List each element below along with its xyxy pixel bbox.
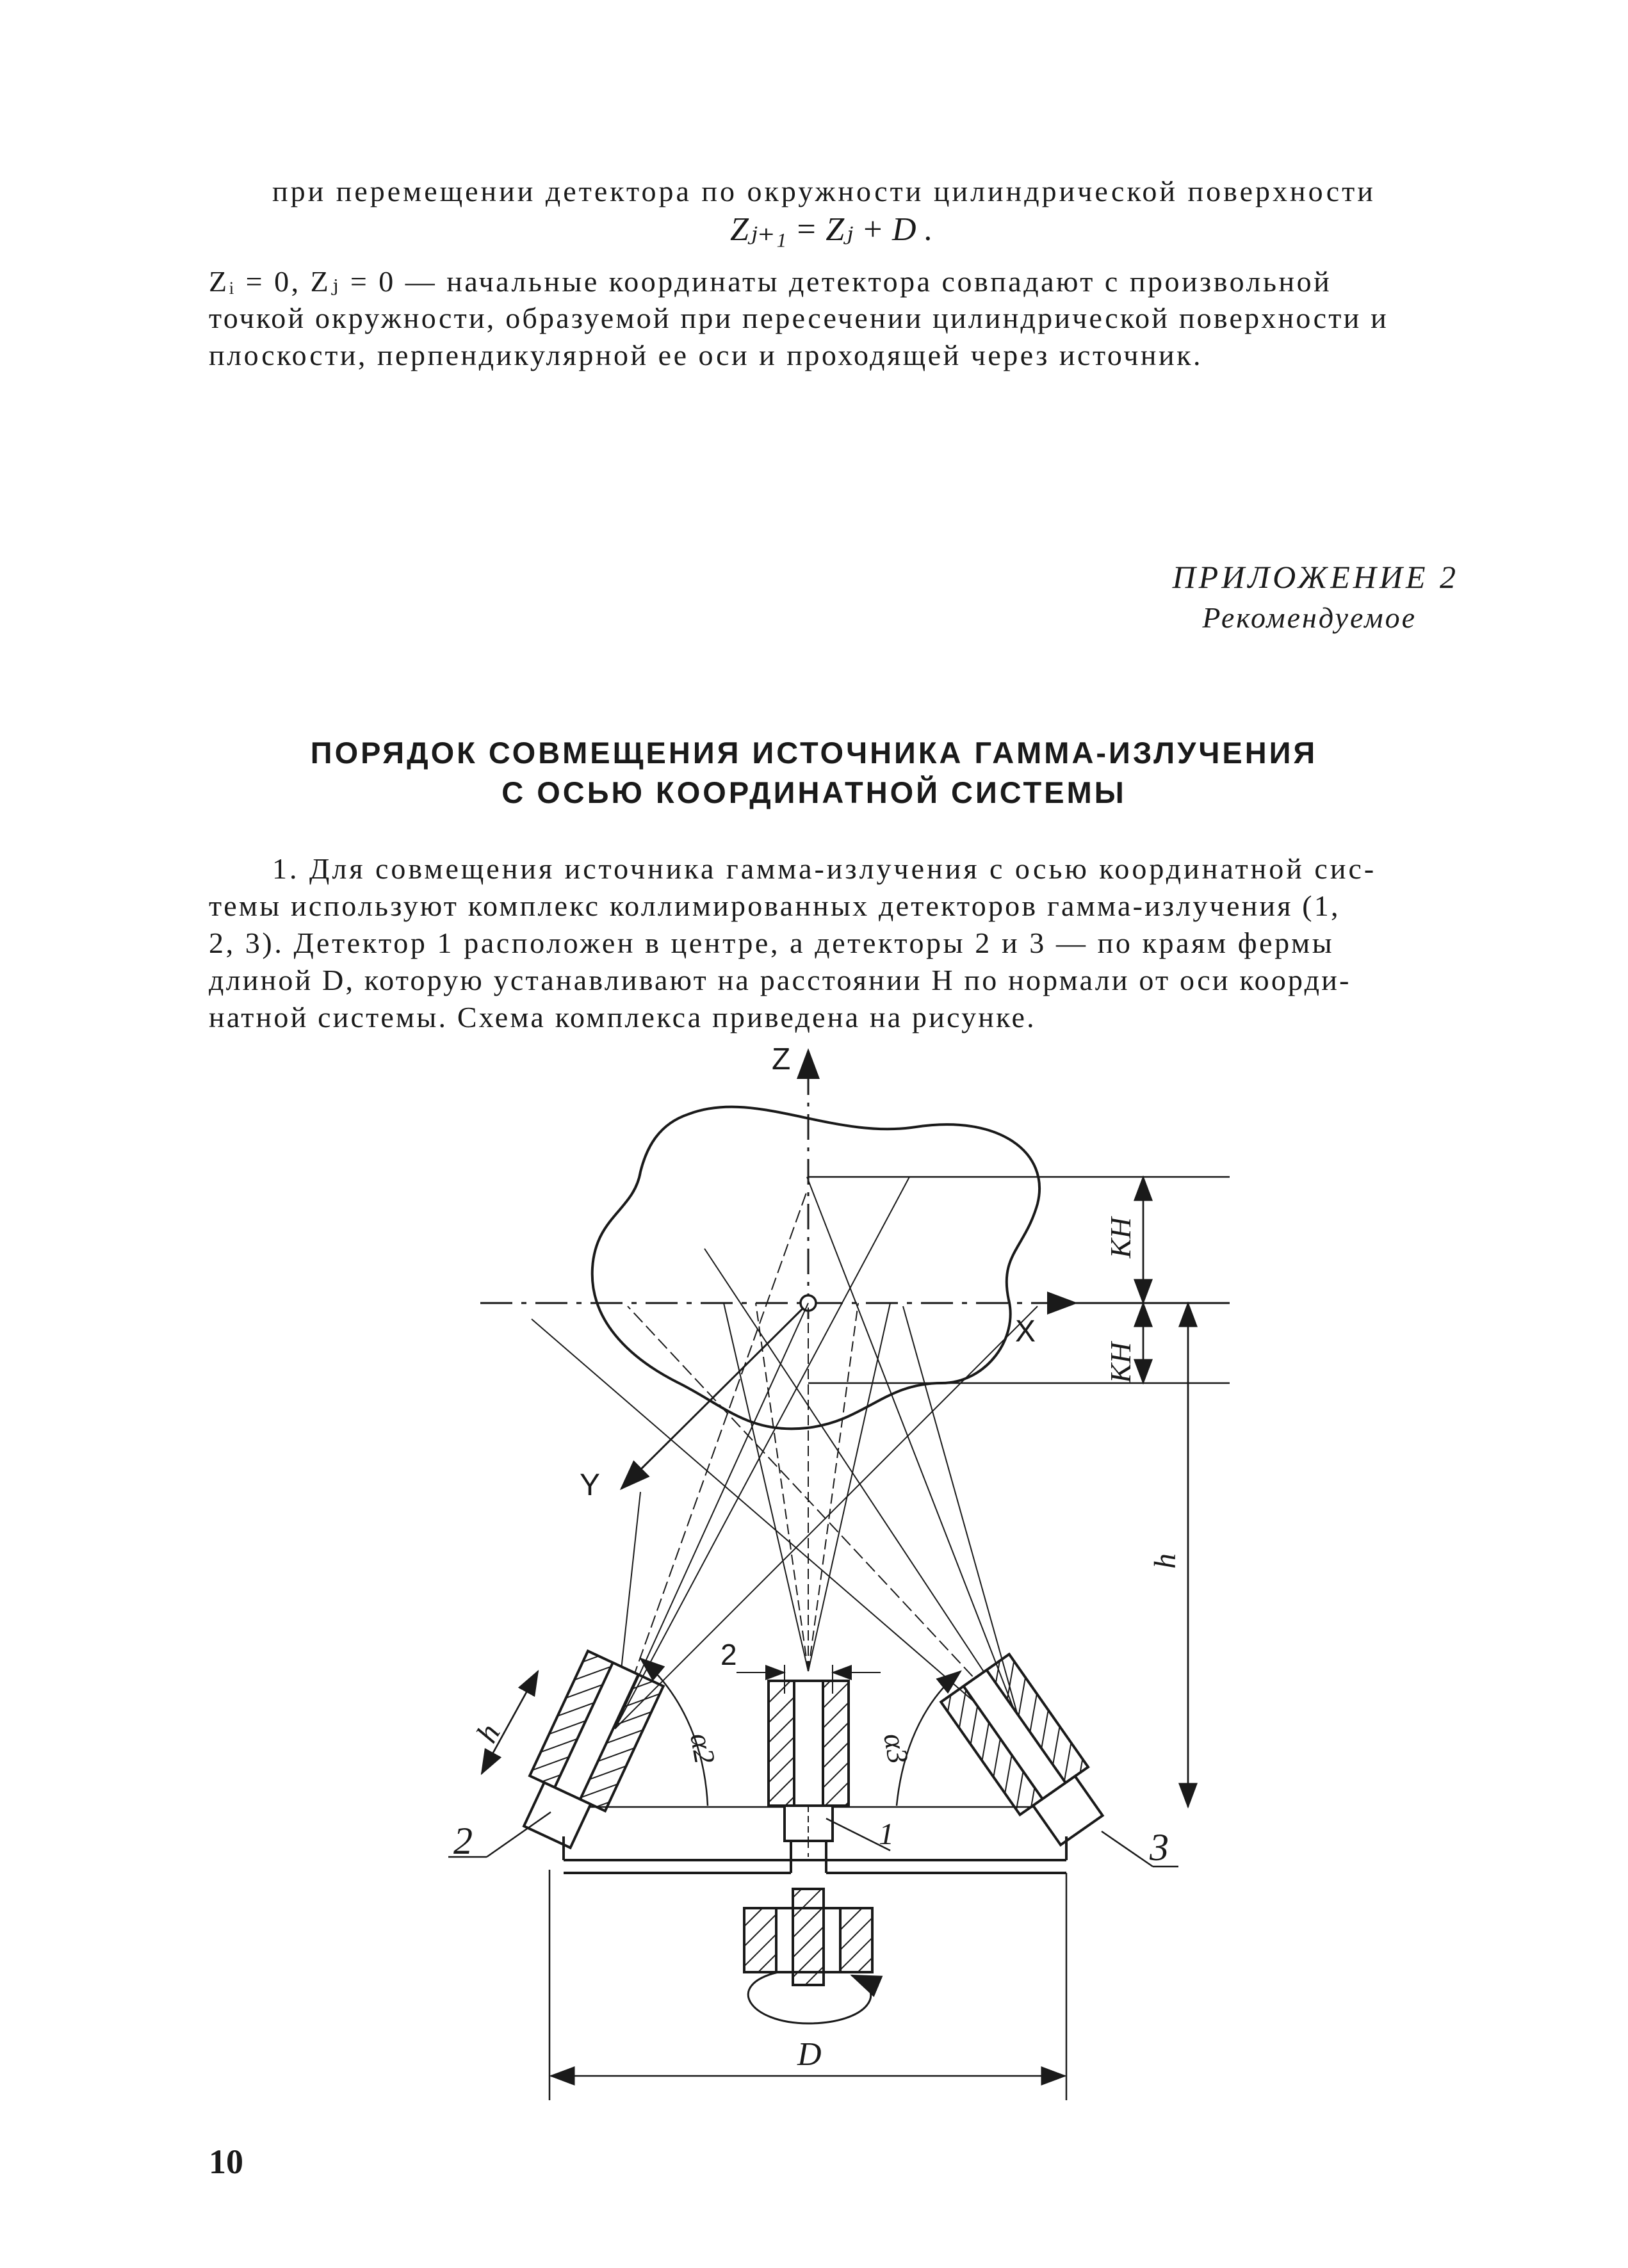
label-h-right: h bbox=[1148, 1553, 1182, 1569]
paragraph-line-3: 2, 3). Детектор 1 расположен в центре, а детекторы 2 и 3 — по краям фермы bbox=[209, 927, 1335, 959]
section-heading-line-2: С ОСЬЮ КООРДИНАТНОЙ СИСТЕМЫ bbox=[501, 775, 1127, 809]
label-detector-1: 1 bbox=[879, 1817, 894, 1851]
text-line-3: точкой окружности, образуемой при пересечении цилиндрической поверхности и bbox=[209, 302, 1388, 334]
paragraph-line-4: длиной D, которую устанавливают на расстоянии H по нормали от оси коорди- bbox=[209, 964, 1351, 996]
formula: Zⱼ₊₁ = Zⱼ + D . bbox=[730, 211, 933, 248]
label-h-left: h bbox=[469, 1718, 507, 1749]
label-axis-y: Y bbox=[580, 1468, 601, 1502]
label-detector-3: 3 bbox=[1150, 1826, 1169, 1868]
appendix-subtitle: Рекомендуемое bbox=[1202, 601, 1417, 634]
paragraph-line-1: 1. Для совмещения источника гамма-излучения с осью координатной сис- bbox=[272, 852, 1377, 885]
label-alpha-2: α2 bbox=[684, 1730, 722, 1767]
label-kh-lower: KH bbox=[1104, 1342, 1137, 1383]
page-number: 10 bbox=[209, 2142, 243, 2181]
section-heading-line-1: ПОРЯДОК СОВМЕЩЕНИЯ ИСТОЧНИКА ГАММА-ИЗЛУЧЕНИЯ bbox=[310, 736, 1318, 770]
label-gap: 2 bbox=[720, 1638, 737, 1671]
text-line-4: плоскости, перпендикулярной ее оси и проходящей через источник. bbox=[209, 339, 1203, 371]
detector-1 bbox=[769, 1681, 849, 1841]
text-line-1: при перемещении детектора по окружности цилиндрической поверхности bbox=[272, 175, 1376, 207]
y-axis bbox=[621, 1303, 808, 1489]
paragraph-line-2: темы используют комплекс коллимированных детекторов гамма-излучения (1, bbox=[209, 889, 1340, 922]
paragraph-line-5: натной системы. Схема комплекса приведена на рисунке. bbox=[209, 1001, 1036, 1033]
label-d: D bbox=[797, 2036, 822, 2073]
appendix-title: ПРИЛОЖЕНИЕ 2 bbox=[1172, 559, 1459, 595]
source-region-outline bbox=[592, 1107, 1039, 1429]
detector-3 bbox=[941, 1654, 1116, 1854]
label-alpha-3: α3 bbox=[877, 1730, 915, 1767]
label-axis-x: X bbox=[1015, 1315, 1036, 1349]
label-axis-z: Z bbox=[772, 1042, 791, 1076]
rotating-mount bbox=[744, 1889, 872, 2023]
label-detector-2: 2 bbox=[453, 1820, 473, 1862]
text-line-2: Zᵢ = 0, Zⱼ = 0 — начальные координаты детектора совпадают с произвольной bbox=[209, 265, 1332, 298]
label-kh-upper: KH bbox=[1104, 1217, 1137, 1258]
